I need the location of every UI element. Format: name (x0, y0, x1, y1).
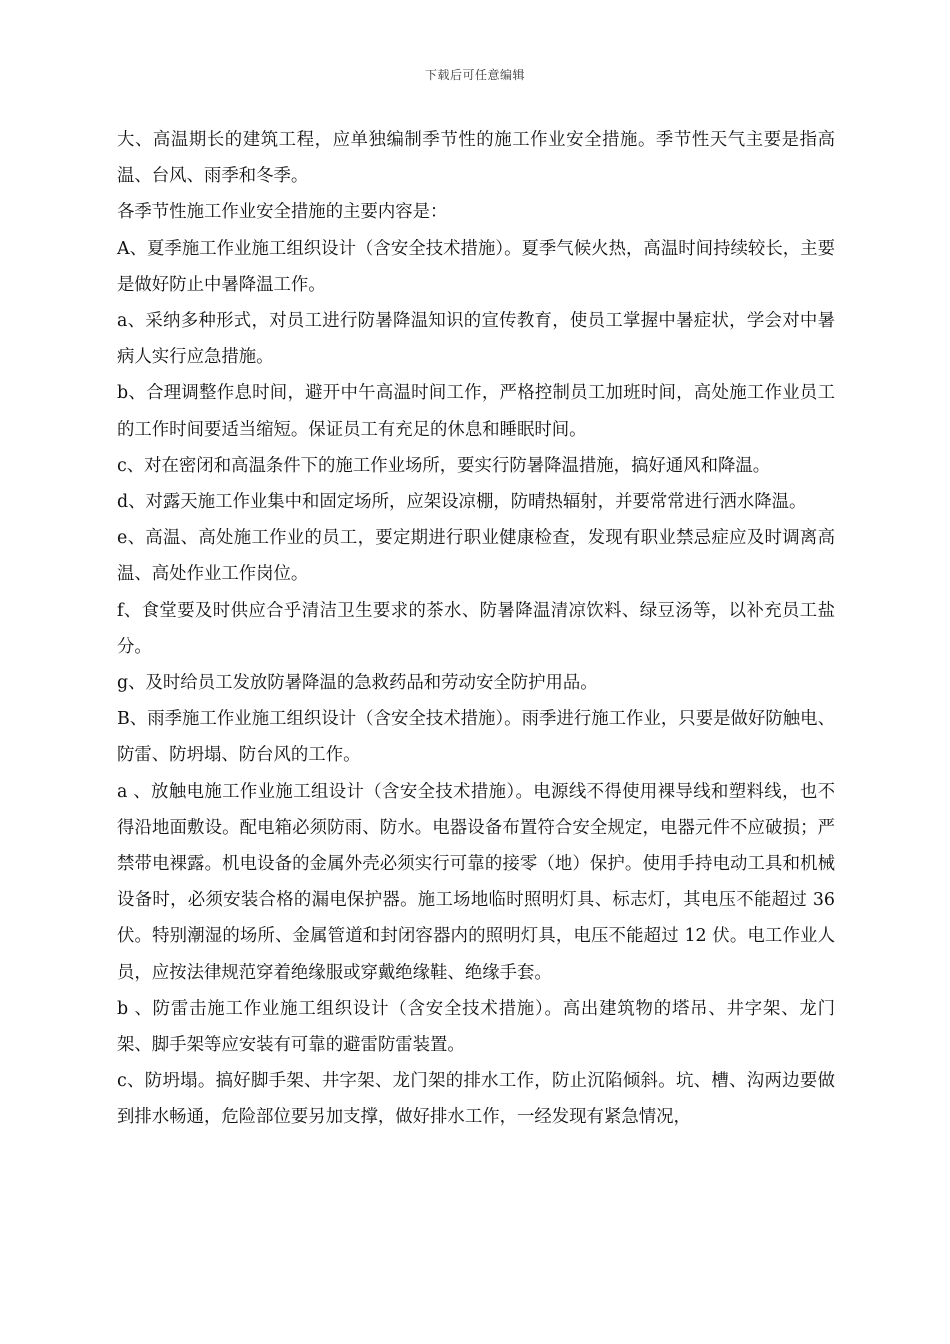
paragraph: b 、防雷击施工作业施工组织设计（含安全技术措施）。高出建筑物的塔吊、井字架、龙门架、脚手架等应安装有可靠的避雷防雷装置。 (117, 998, 835, 1056)
paragraph: 大、高温期长的建筑工程，应单独编制季节性的施工作业安全措施。季节性天气主要是指高温、台风、雨季和冬季。 (117, 130, 835, 187)
paragraph: g、及时给员工发放防暑降温的急救药品和劳动安全防护用品。 (117, 673, 598, 694)
paragraph: c、对在密闭和高温条件下的施工作业场所，要实行防暑降温措施，搞好通风和降温。 (117, 455, 771, 476)
page-header: 下载后可任意编辑 (424, 68, 525, 82)
paragraph: 各季节性施工作业安全措施的主要内容是： (117, 202, 448, 223)
paragraph: a、采纳多种形式，对员工进行防暑降温知识的宣传教育，使员工掌握中暑症状，学会对中暑病人实行应急措施。 (117, 311, 835, 368)
paragraph: e、高温、高处施工作业的员工，要定期进行职业健康检查，发现有职业禁忌症应及时调离高温、高处作业工作岗位。 (117, 528, 835, 585)
paragraph: A、夏季施工作业施工组织设计（含安全技术措施）。夏季气候火热，高温时间持续较长，主要是做好防止中暑降温工作。 (117, 238, 835, 295)
paragraph: f、食堂要及时供应合乎清洁卫生要求的茶水、防暑降温清凉饮料、绿豆汤等，以补充员工盐分。 (117, 600, 835, 657)
paragraph: b、合理调整作息时间，避开中午高温时间工作，严格控制员工加班时间，高处施工作业员工的工作时间要适当缩短。保证员工有充足的休息和睡眠时间。 (117, 383, 835, 440)
document-body (117, 122, 835, 1136)
paragraph: a 、放触电施工作业施工组设计（含安全技术措施）。电源线不得使用裸导线和塑料线，也不得沿地面敷设。配电箱必须防雨、防水。电器设备布置符合安全规定，电器元件不应破损；严禁带电裸露。机电设备的金属外壳必须实行可靠的接零（地）保护。使用手持电动工具和机械设备时，必须安装合格的漏电保护器。施工场地临时照明灯具、标志灯，其电压不能超过 36 伏。特别潮湿的场所、金属管道和封闭容器内的照明灯具，电压不能超过 12 伏。电工作业人员，应按法律规范穿着绝缘服或穿戴绝缘鞋、绝缘手套。 (117, 781, 835, 983)
paragraph: d、对露天施工作业集中和固定场所，应架设凉棚，防晴热辐射，并要常常进行洒水降温。 (117, 492, 807, 513)
paragraph: B、雨季施工作业施工组织设计（含安全技术措施）。雨季进行施工作业，只要是做好防触电、防雷、防坍塌、防台风的工作。 (117, 709, 835, 766)
paragraph: c、防坍塌。搞好脚手架、井字架、龙门架的排水工作，防止沉陷倾斜。坑、槽、沟两边要做到排水畅通，危险部位要另加支撑，做好排水工作，一经发现有紧急情况， (117, 1071, 835, 1128)
